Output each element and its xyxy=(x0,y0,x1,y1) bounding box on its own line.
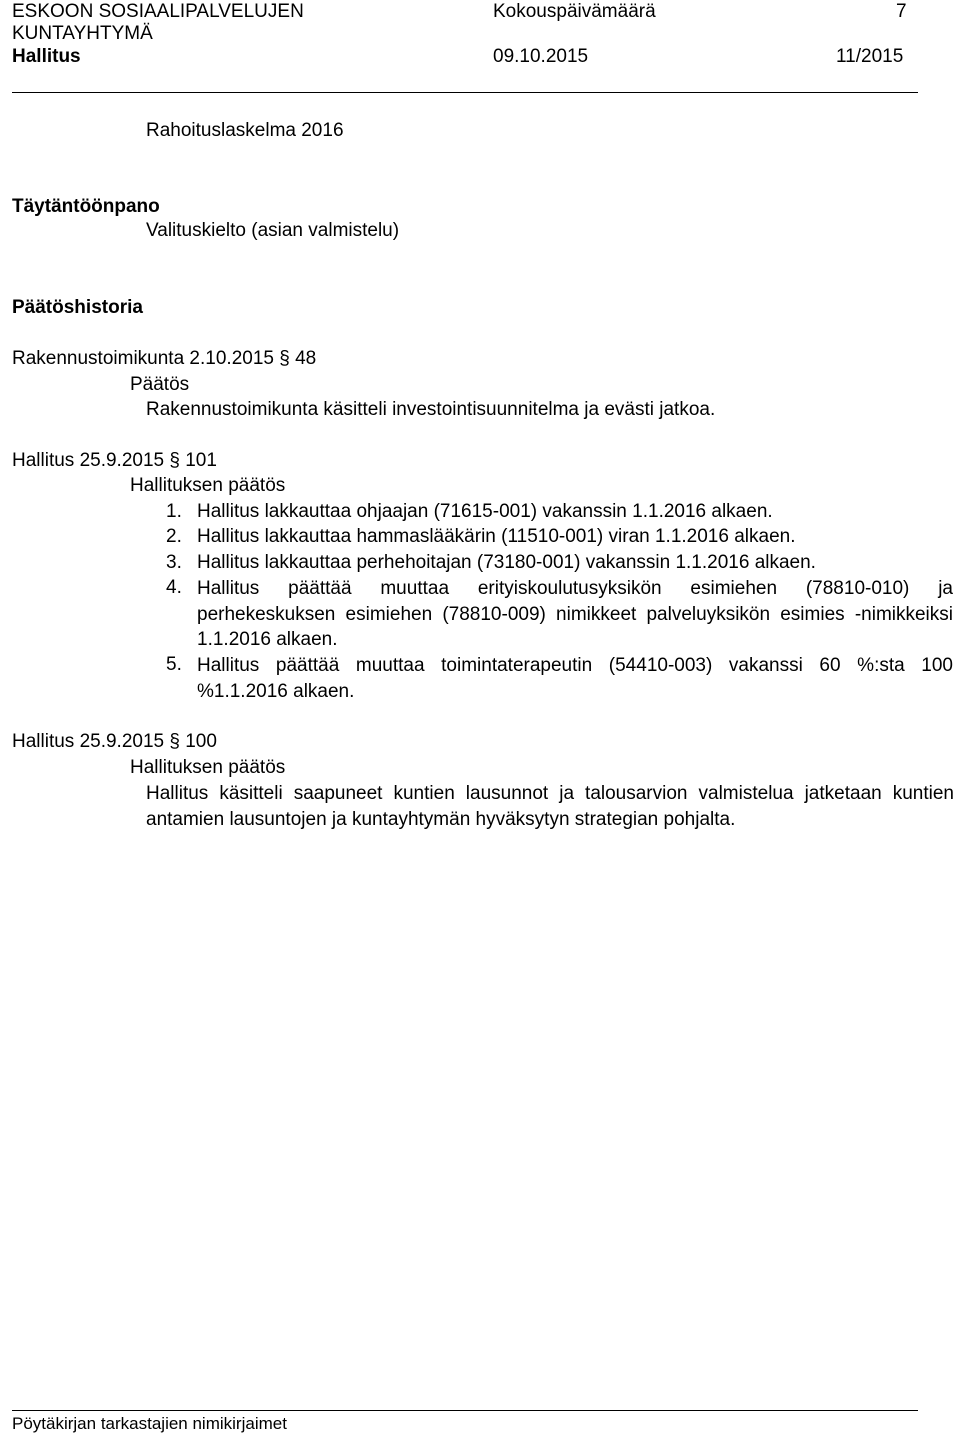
history-heading: Päätöshistoria xyxy=(12,297,143,318)
list-item-text: Hallitus päättää muuttaa toimintaterapeutin (54410-003) vakanssi 60 %:sta 100 %1.1.2016 alkaen. xyxy=(197,655,953,702)
footer-label: Pöytäkirjan tarkastajien nimikirjaimet xyxy=(12,1414,287,1433)
implementation-heading: Täytäntöönpano xyxy=(12,196,160,217)
footer-divider xyxy=(12,1410,918,1411)
org-name-line1: ESKOON SOSIAALIPALVELUJEN xyxy=(12,1,304,22)
history-entry1-title: Rakennustoimikunta 2.10.2015 § 48 xyxy=(12,348,317,369)
history-entry3-text: Hallitus käsitteli saapuneet kuntien lausunnot ja talousarvion valmistelua jatketaan kuntien antamien lausuntojen ja kuntayhtymän hyväksytyn strategian pohjalta. xyxy=(146,783,954,830)
meeting-date: 09.10.2015 xyxy=(493,46,589,67)
list-item-text: Hallitus lakkauttaa hammaslääkärin (11510-001) viran 1.1.2016 alkaen. xyxy=(197,526,796,547)
header-divider xyxy=(12,92,918,93)
history-entry3-sub: Hallituksen päätös xyxy=(130,757,286,778)
list-item-number: 2. xyxy=(166,526,182,547)
meeting-number: 11/2015 xyxy=(836,46,904,67)
body-name: Hallitus xyxy=(12,46,81,67)
list-item-number: 4. xyxy=(166,577,182,598)
history-entry1-text: Rakennustoimikunta käsitteli investointisuunnitelma ja evästi jatkoa. xyxy=(146,399,716,420)
list-item-text: Hallitus lakkauttaa perhehoitajan (73180-001) vakanssin 1.1.2016 alkaen. xyxy=(197,552,816,573)
org-name-line2: KUNTAYHTYMÄ xyxy=(12,23,153,44)
list-item-text: Hallitus päättää muuttaa erityiskoulutusyksikön esimiehen (78810-010) ja perhekeskuksen esimiehen (78810-009) nimikkeet palveluyksikön esimies -nimikkeiksi 1.1.2016 alkaen. xyxy=(197,578,953,650)
history-entry2-title: Hallitus 25.9.2015 § 101 xyxy=(12,450,217,471)
attachment-line: Rahoituslaskelma 2016 xyxy=(146,120,344,141)
history-entry3-title: Hallitus 25.9.2015 § 100 xyxy=(12,731,217,752)
history-entry2-sub: Hallituksen päätös xyxy=(130,475,286,496)
list-item-number: 1. xyxy=(166,501,182,522)
list-item-text: Hallitus lakkauttaa ohjaajan (71615-001) vakanssin 1.1.2016 alkaen. xyxy=(197,501,773,522)
implementation-text: Valituskielto (asian valmistelu) xyxy=(146,220,400,241)
history-entry1-sub: Päätös xyxy=(130,374,190,395)
doc-type-label: Kokouspäivämäärä xyxy=(493,1,656,22)
list-item-number: 5. xyxy=(166,654,182,675)
list-item-number: 3. xyxy=(166,552,182,573)
page-number: 7 xyxy=(896,1,907,22)
